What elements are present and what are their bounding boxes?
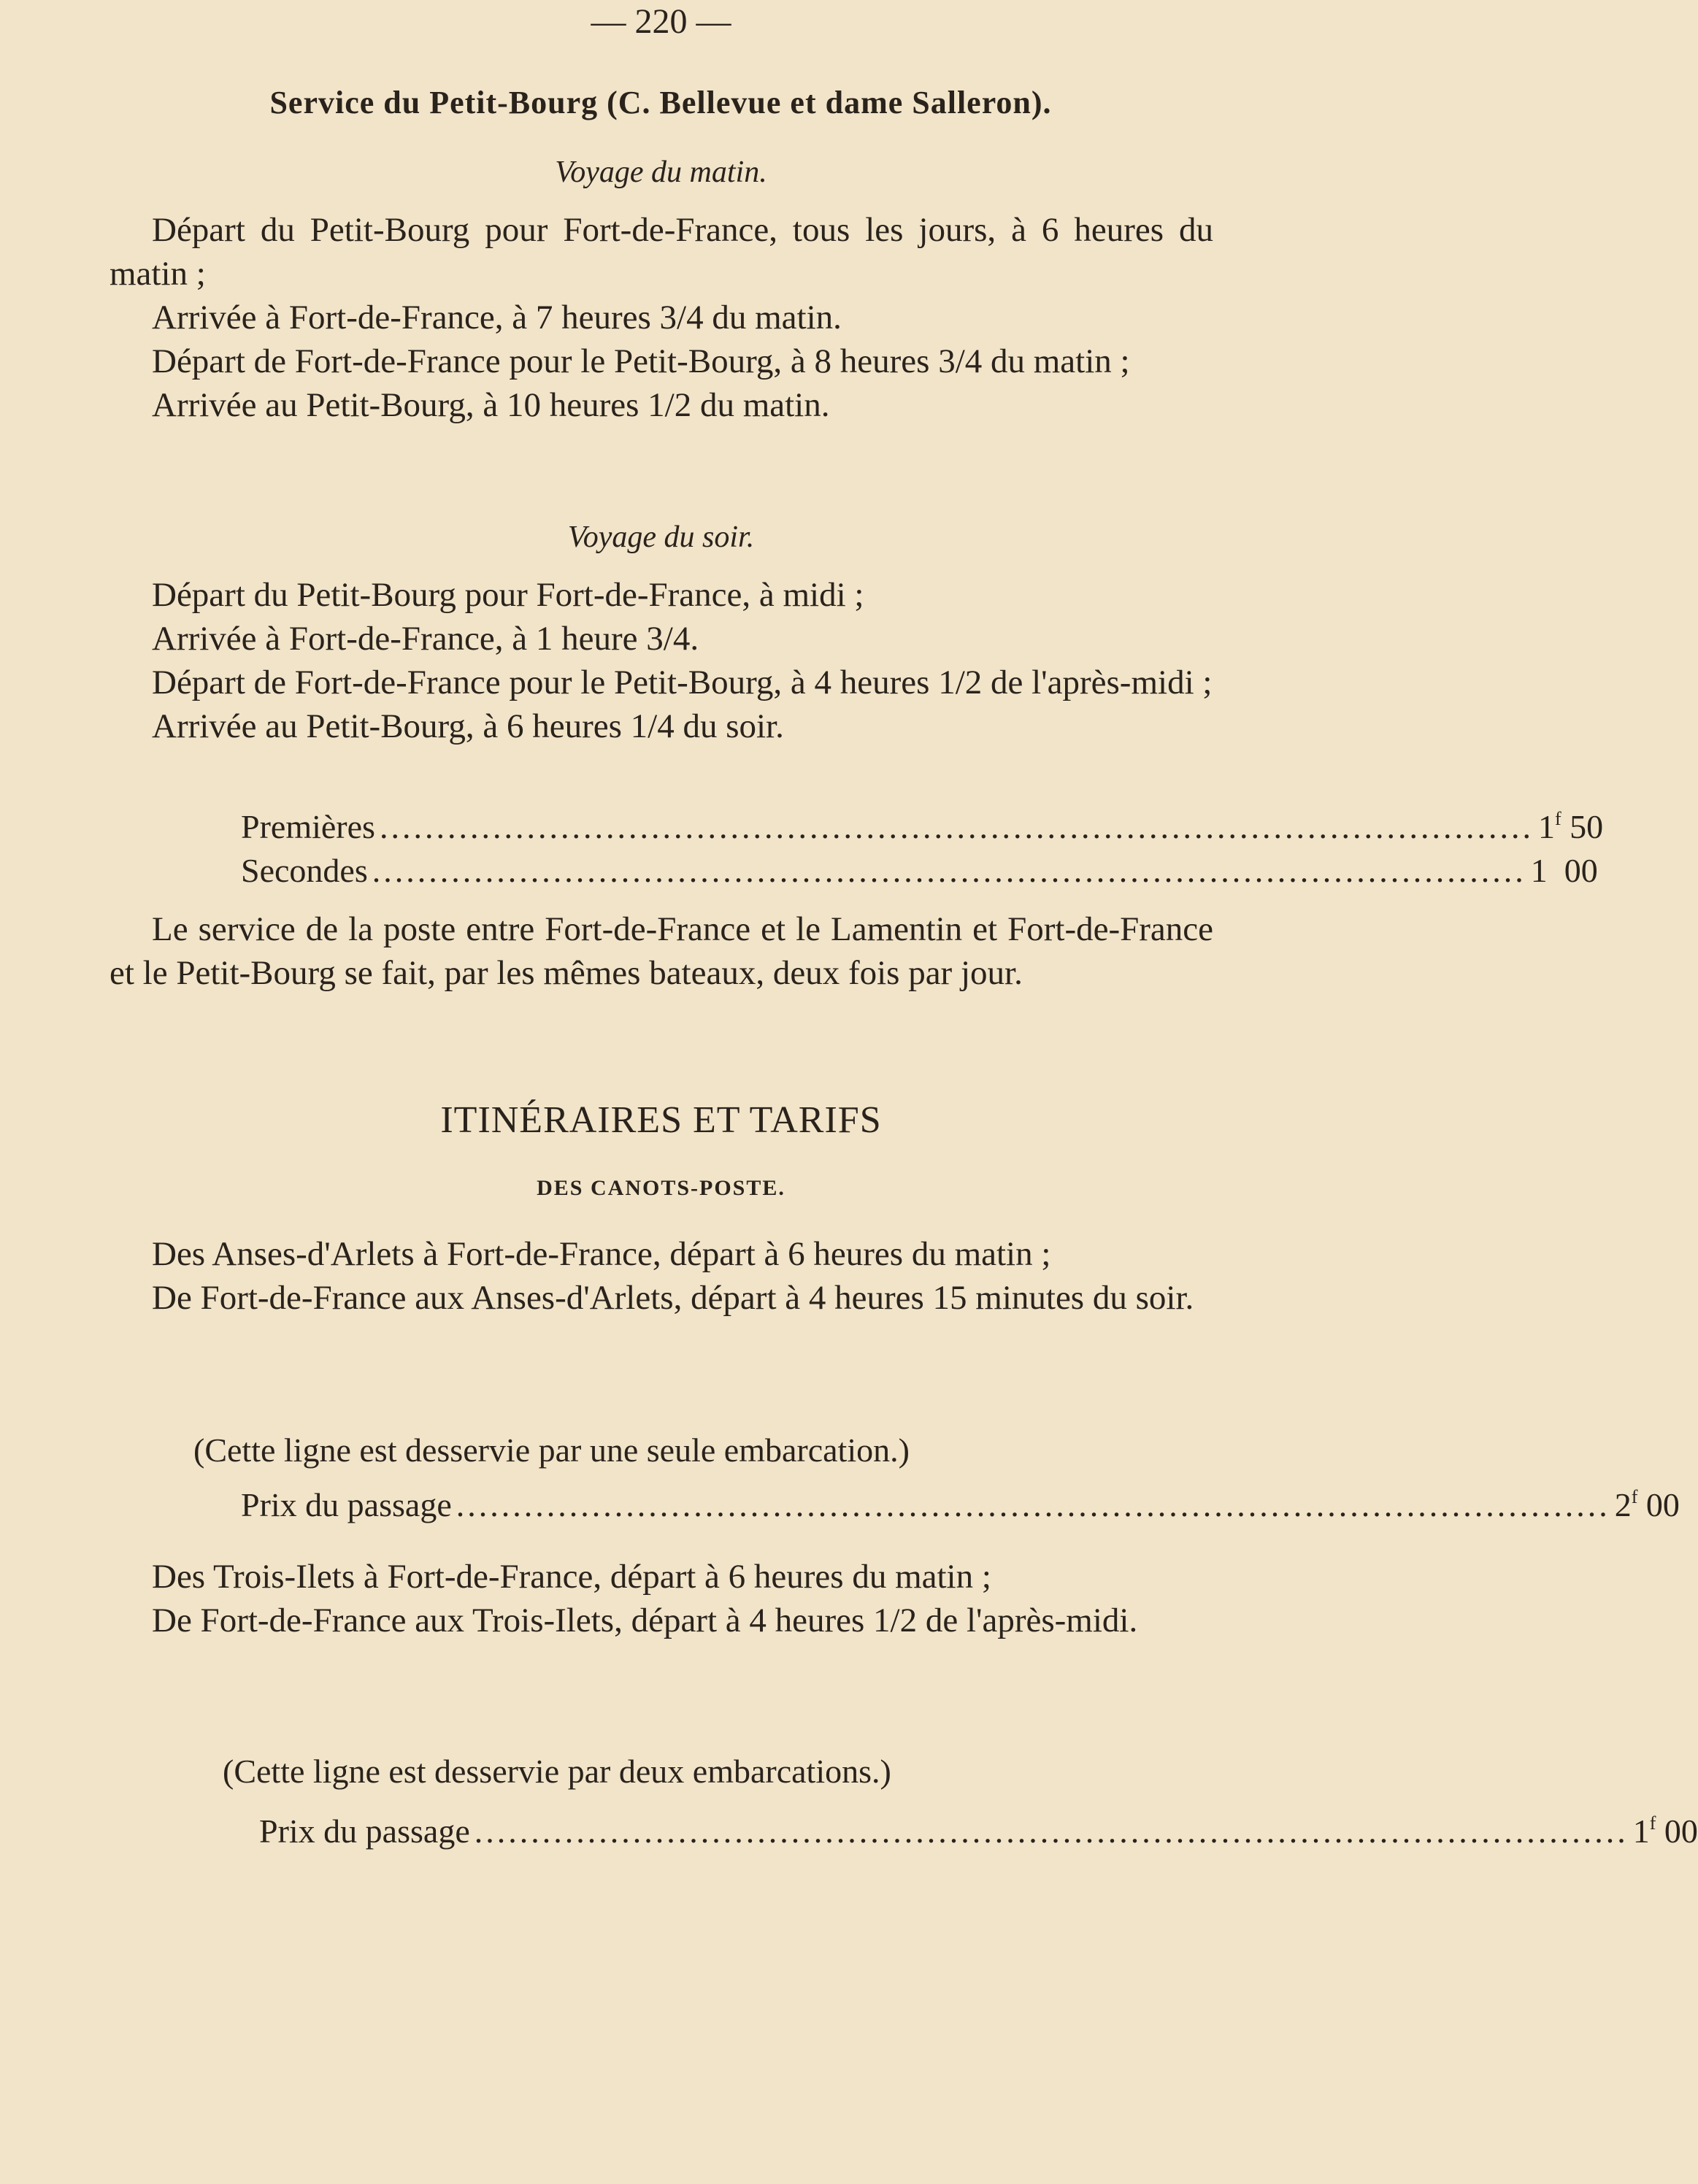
schedule-line: Arrivée au Petit-Bourg, à 6 heures 1/4 du soir. [152,707,784,745]
subheading-evening: Voyage du soir. [567,520,755,554]
route-line: De Fort-de-France aux Anses-d'Arlets, départ à 4 heures 15 minutes du soir. [152,1279,1194,1317]
fare-value: 1 00 [1530,852,1598,889]
route-line: Des Trois-Ilets à Fort-de-France, départ à 6 heures du matin ; [152,1558,991,1596]
route-note: (Cette ligne est desservie par une seule embarcation.) [193,1431,910,1469]
route-trois-ilets [110,1555,1213,1642]
route-anses-darlets [110,1232,1213,1320]
route-line: Des Anses-d'Arlets à Fort-de-France, départ à 6 heures du matin ; [152,1235,1051,1273]
schedule-line: Départ de Fort-de-France pour le Petit-Bourg, à 8 heures 3/4 du matin ; [152,342,1130,380]
evening-schedule [110,573,1213,748]
schedule-line: Départ du Petit-Bourg pour Fort-de-France, à midi ; [152,576,864,614]
route-line: De Fort-de-France aux Trois-Ilets, départ à 4 heures 1/2 de l'après-midi. [152,1602,1138,1639]
fare-row [241,851,1598,890]
fare-value: 1$^f$ 50 [1537,808,1604,845]
section-title: Service du Petit-Bourg (C. Bellevue et dame Salleron). [269,85,1052,120]
section-subheading: DES CANOTS-POSTE. [537,1176,785,1200]
schedule-line: Départ du Petit-Bourg pour Fort-de-France, tous les jours, à 6 heures du matin ; [110,211,1213,293]
schedule-line: Arrivée à Fort-de-France, à 1 heure 3/4. [152,620,699,658]
dot-leader: ...................................................................................................... [474,1812,1629,1850]
note-text: Le service de la poste entre Fort-de-France et le Lamentin et Fort-de-France et le Petit-Bourg se fait, par les mêmes bateaux, deux fois par jour. [110,910,1213,992]
dot-leader: ...................................................................................................... [379,808,1534,845]
route-note: (Cette ligne est desservie par deux embarcations.) [223,1753,891,1790]
dot-leader: ...................................................................................................... [372,852,1526,889]
schedule-line: Départ de Fort-de-France pour le Petit-Bourg, à 4 heures 1/2 de l'après-midi ; [152,664,1213,701]
page-number: — 220 — [591,2,731,41]
postal-note [110,907,1213,995]
price-value: 1$^f$ 00 [1632,1812,1698,1850]
price-row [259,1812,1698,1850]
morning-schedule [110,208,1213,427]
price-label: Prix du passage [241,1486,452,1523]
schedule-line: Arrivée à Fort-de-France, à 7 heures 3/4 du matin. [152,299,842,337]
fare-label: Premières [241,808,375,845]
schedule-line: Arrivée au Petit-Bourg, à 10 heures 1/2 du matin. [152,386,830,424]
price-label: Prix du passage [259,1812,470,1850]
subheading-morning: Voyage du matin. [555,155,767,189]
fare-label: Secondes [241,852,368,889]
fare-row [241,807,1604,846]
section-heading: ITINÉRAIRES ET TARIFS [440,1099,882,1141]
price-value: 2$^f$ 00 [1614,1486,1680,1523]
price-row [241,1485,1680,1524]
dot-leader: ...................................................................................................... [456,1486,1610,1523]
